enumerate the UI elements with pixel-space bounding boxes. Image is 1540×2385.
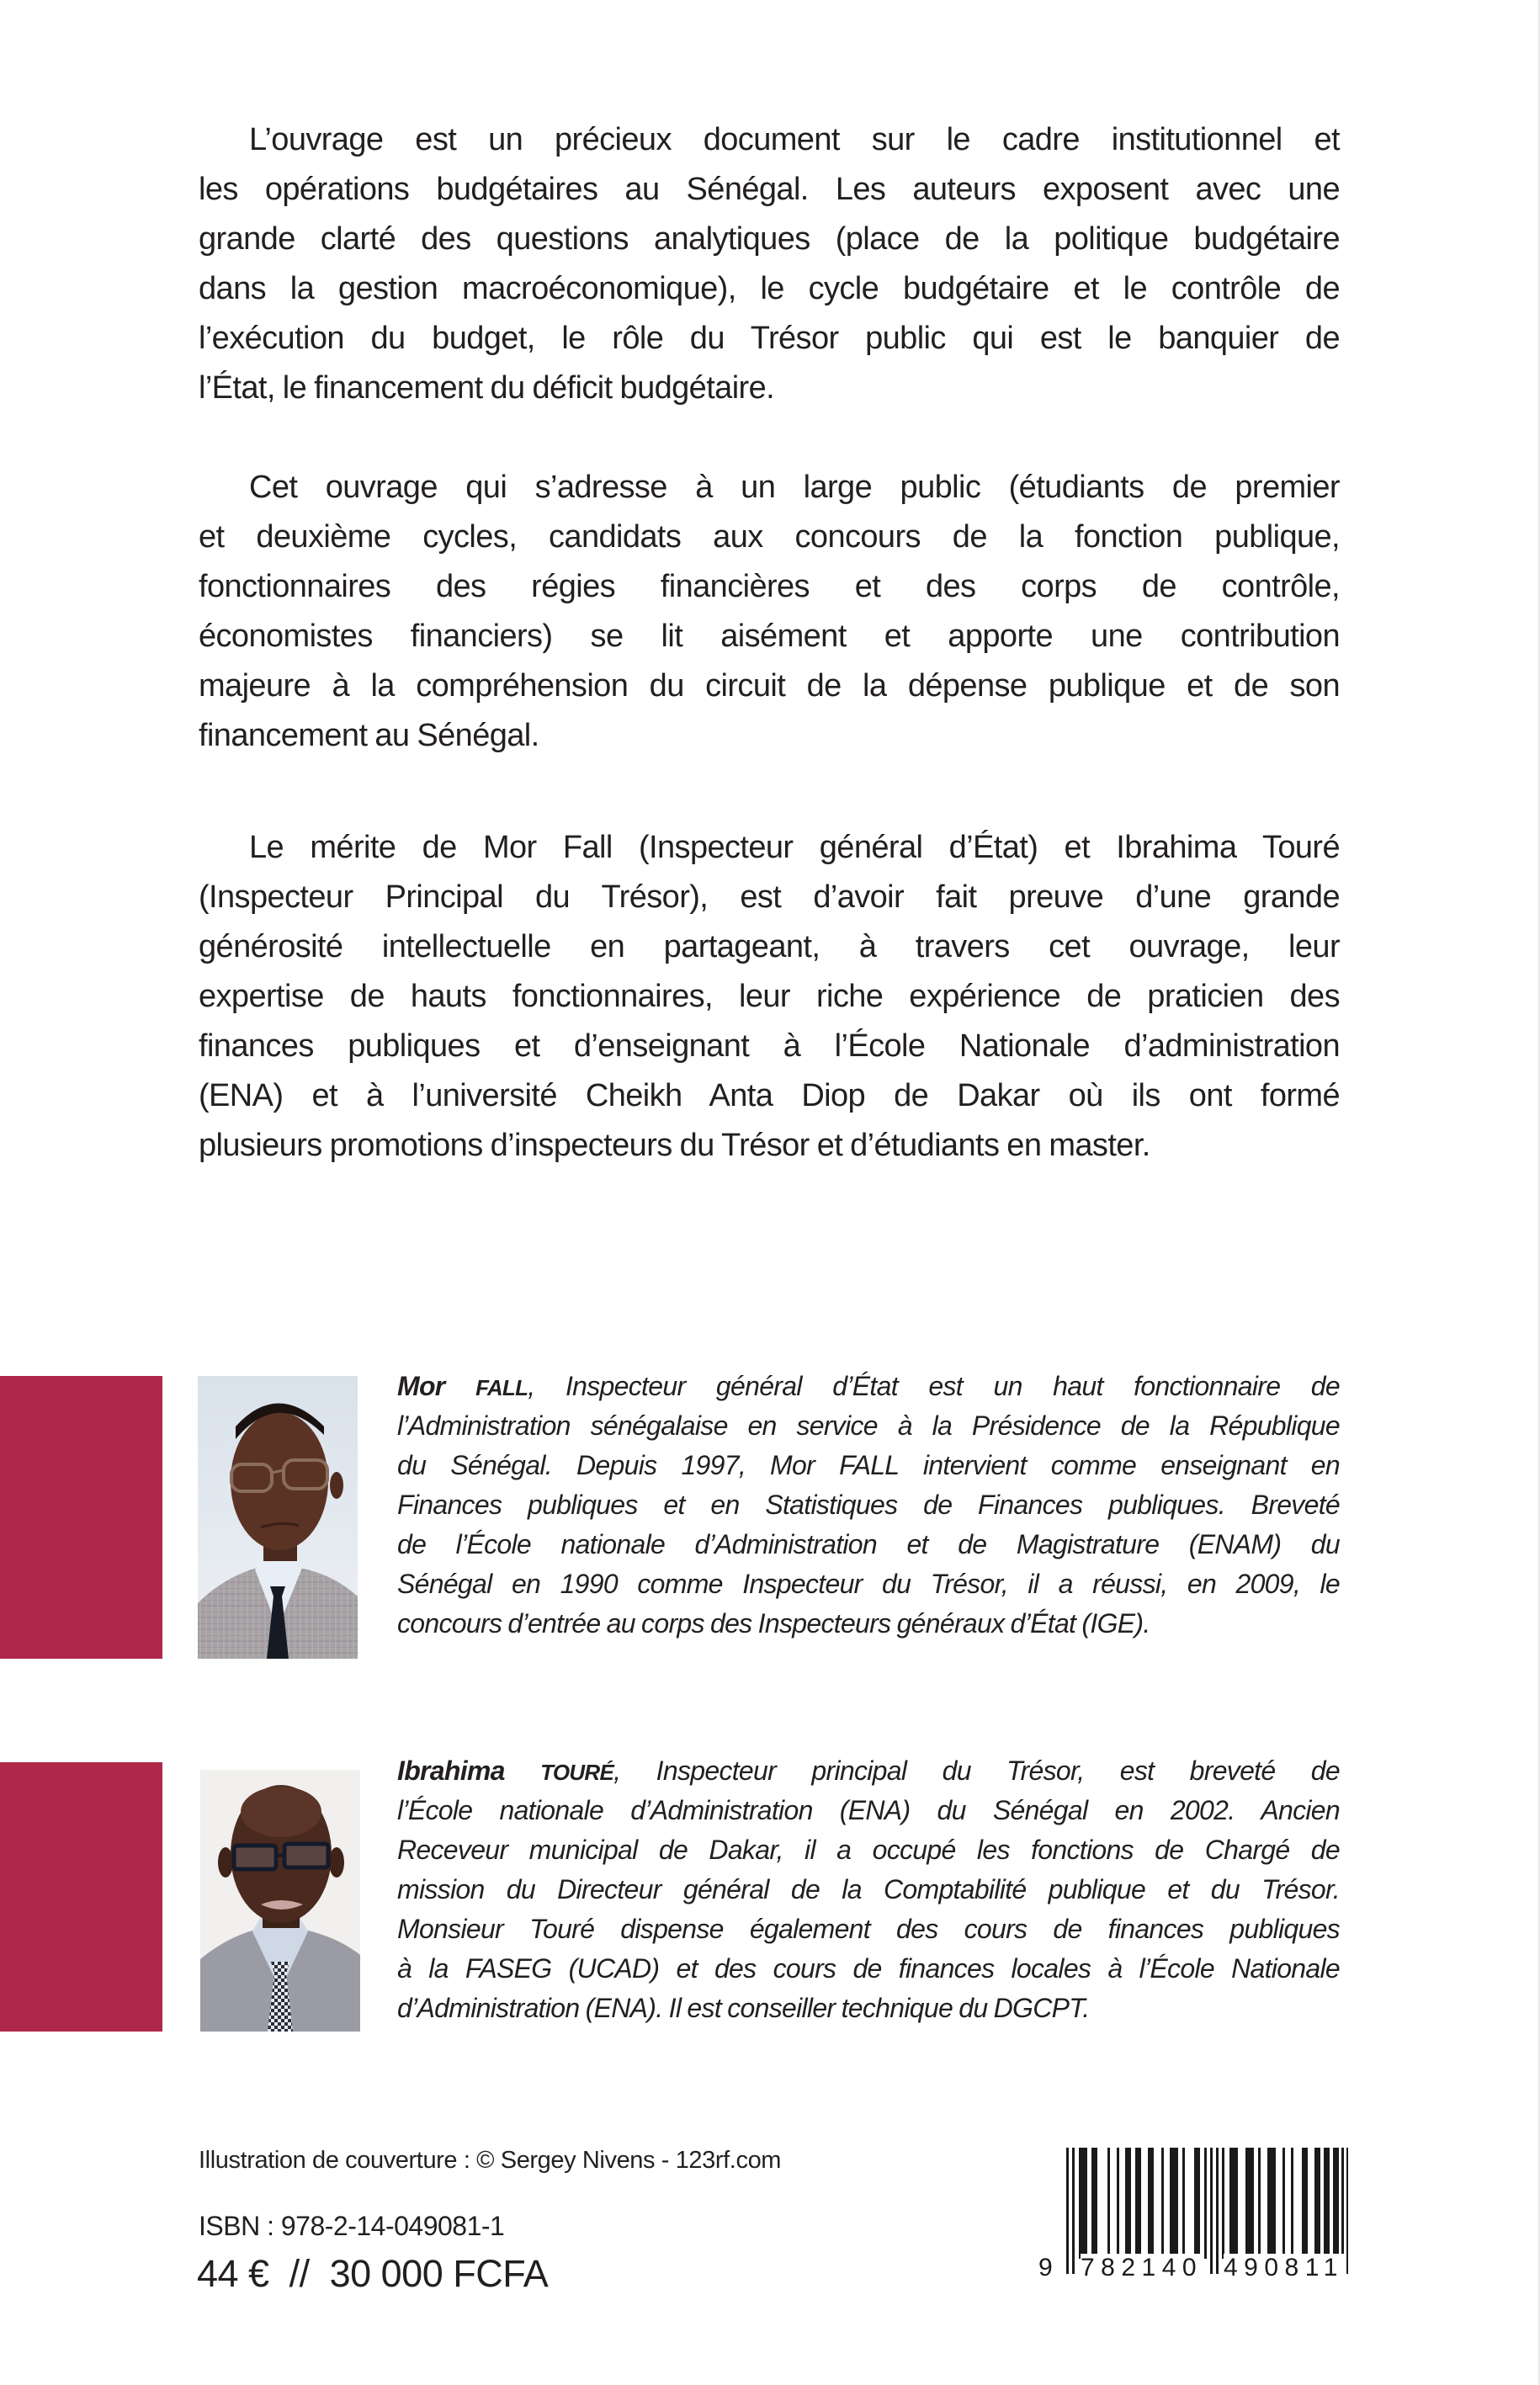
text-line: Cet ouvrage qui s’adresse à un large public (étudiants de premier <box>249 470 1340 505</box>
blurb-paragraph-1 <box>199 115 1340 413</box>
bio-line: d’Administration (ENA). Il est conseiller technique du DGCPT. <box>397 1993 1090 2023</box>
text-line: et deuxième cycles, candidats aux concours de la fonction publique, <box>199 519 1340 555</box>
author-photo <box>198 1376 358 1659</box>
text-line: l’État, le financement du déficit budgétaire. <box>199 370 775 406</box>
text-line: financement au Sénégal. <box>199 718 539 753</box>
author-surname: FALL <box>475 1375 528 1400</box>
bio-line: de l’École nationale d’Administration et de Magistrature (ENAM) du <box>397 1529 1340 1559</box>
barcode-right-digits: 490811 <box>1224 2254 1344 2281</box>
isbn: ISBN : 978-2-14-049081-1 <box>199 2211 505 2241</box>
blurb-paragraph-3 <box>199 823 1340 1171</box>
text-line: plusieurs promotions d’inspecteurs du Trésor et d’étudiants en master. <box>199 1128 1150 1163</box>
text-line: Le mérite de Mor Fall (Inspecteur général d’État) et Ibrahima Touré <box>249 830 1340 865</box>
portrait-icon <box>200 1770 360 2032</box>
price: 44 € // 30 000 FCFA <box>197 2252 549 2295</box>
text-line: économistes financiers) se lit aisément et apporte une contribution <box>199 619 1340 654</box>
accent-bar <box>0 1762 162 2032</box>
barcode-lead-digit: 9 <box>1038 2254 1059 2281</box>
text-line: fonctionnaires des régies financières et des corps de contrôle, <box>199 569 1340 604</box>
text-line: (Inspecteur Principal du Trésor), est d’avoir fait preuve d’une grande <box>199 879 1340 915</box>
author-photo <box>200 1770 360 2032</box>
barcode-left-digits: 782140 <box>1081 2254 1203 2281</box>
text-line: les opérations budgétaires au Sénégal. Les auteurs exposent avec une <box>199 172 1340 207</box>
author-name: Ibrahima TOURÉ <box>397 1756 614 1786</box>
portrait-icon <box>198 1376 358 1659</box>
text-line: L’ouvrage est un précieux document sur le cadre institutionnel et <box>249 122 1340 157</box>
text-line: finances publiques et d’enseignant à l’École Nationale d’administration <box>199 1028 1340 1064</box>
bio-line: Sénégal en 1990 comme Inspecteur du Trésor, il a réussi, en 2009, le <box>397 1569 1340 1599</box>
text-line: dans la gestion macroéconomique), le cycle budgétaire et le contrôle de <box>199 271 1340 306</box>
text-line: (ENA) et à l’université Cheikh Anta Diop de Dakar où ils ont formé <box>199 1078 1340 1113</box>
bio-line: du Sénégal. Depuis 1997, Mor FALL intervient comme enseignant en <box>397 1450 1340 1480</box>
accent-bar <box>0 1376 162 1659</box>
bio-line: Monsieur Touré dispense également des cours de finances publiques <box>397 1914 1340 1944</box>
bio-line: Mor FALL, Inspecteur général d’État est un haut fonctionnaire de <box>397 1371 1340 1401</box>
blurb-paragraph-2 <box>199 463 1340 761</box>
bio-line: Ibrahima TOURÉ, Inspecteur principal du Trésor, est breveté de <box>397 1756 1340 1786</box>
barcode-icon <box>1037 2144 1348 2289</box>
bio-line: l’Administration sénégalaise en service à la Présidence de la République <box>397 1410 1340 1441</box>
text-line: générosité intellectuelle en partageant, à travers cet ouvrage, leur <box>199 929 1340 964</box>
text-line: l’exécution du budget, le rôle du Trésor public qui est le banquier de <box>199 321 1340 356</box>
bio-line: l’École nationale d’Administration (ENA) du Sénégal en 2002. Ancien <box>397 1795 1340 1825</box>
text-line: expertise de hauts fonctionnaires, leur riche expérience de praticien des <box>199 979 1340 1014</box>
cover-illustration-credit: Illustration de couverture : © Sergey Nivens - 123rf.com <box>199 2147 782 2174</box>
bio-line: concours d’entrée au corps des Inspecteurs généraux d’État (IGE). <box>397 1608 1150 1639</box>
bio-line: Receveur municipal de Dakar, il a occupé les fonctions de Chargé de <box>397 1835 1340 1865</box>
author-surname: TOURÉ <box>540 1760 614 1785</box>
bio-line: Finances publiques et en Statistiques de Finances publiques. Breveté <box>397 1490 1340 1520</box>
author-bio <box>397 1367 1340 1644</box>
text-line: grande clarté des questions analytiques (place de la politique budgétaire <box>199 221 1340 257</box>
author-bio <box>397 1751 1340 2028</box>
author-name: Mor FALL <box>397 1371 528 1401</box>
bio-line: mission du Directeur général de la Comptabilité publique et du Trésor. <box>397 1874 1340 1904</box>
text-line: majeure à la compréhension du circuit de la dépense publique et de son <box>199 668 1340 704</box>
bio-line: à la FASEG (UCAD) et des cours de finances locales à l’École Nationale <box>397 1953 1340 1984</box>
